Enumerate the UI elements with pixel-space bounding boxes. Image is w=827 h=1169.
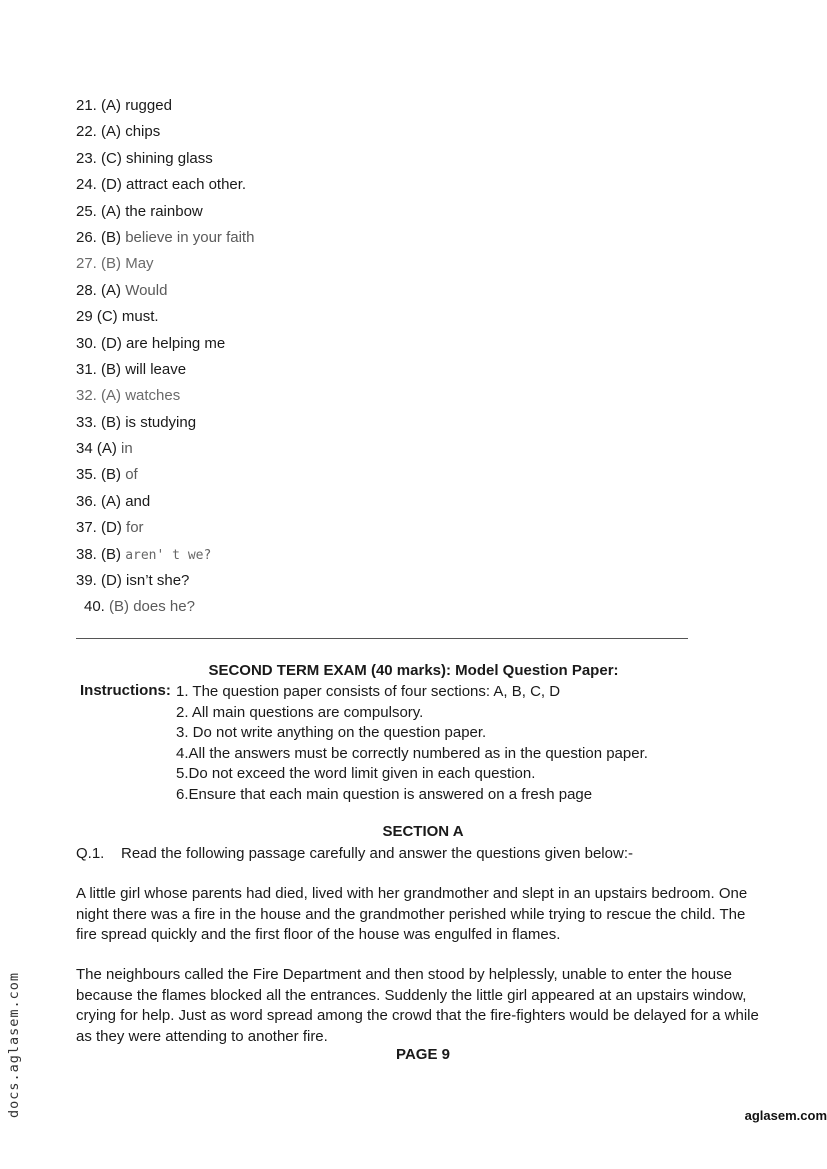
answer-item: 29 (C) must. <box>76 308 159 326</box>
instruction-item: 3. Do not write anything on the question paper. <box>176 724 487 741</box>
answer-item: 30. (D) are helping me <box>76 334 226 352</box>
answer-item: 23. (C) shining glass <box>76 149 213 167</box>
answer-item: 35. (B) of <box>76 466 138 484</box>
answer-item: 31. (B) will leave <box>76 360 187 378</box>
answer-item: 25. (A) the rainbow <box>76 202 203 220</box>
answer-item: 34 (A) in <box>76 440 133 458</box>
answer-item: 37. (D) for <box>76 519 144 537</box>
instruction-item: 2. All main questions are compulsory. <box>176 703 424 721</box>
exam-title: SECOND TERM EXAM (40 marks): Model Question Paper: <box>208 662 619 679</box>
answer-item: 27. (B) May <box>76 255 154 273</box>
brand-footer: aglasem.com <box>744 1108 827 1123</box>
instruction-item: 1. The question paper consists of four sections: A, B, C, D <box>176 683 561 700</box>
section-divider <box>76 638 688 639</box>
instruction-item: 6.Ensure that each main question is answered on a fresh page <box>176 785 593 803</box>
answer-item: 28. (A) Would <box>76 281 168 299</box>
answer-key-list <box>76 96 254 624</box>
question-prompt <box>76 845 633 862</box>
question-number: Q.1. <box>76 845 105 862</box>
answer-item: 33. (B) is studying <box>76 413 197 431</box>
passage-paragraph: The neighbours called the Fire Department and then stood by helplessly, unable to enter the house because the flames blocked all the entrances. Suddenly the little girl appeared at an upstairs window, crying for help. Just as word spread among the crowd that the fire-fighters would be delayed for a while as they were attending to another fire. <box>76 966 759 1045</box>
answer-item: 26. (B) believe in your faith <box>76 228 255 246</box>
answer-item: 21. (A) rugged <box>76 97 172 114</box>
passage-paragraph: A little girl whose parents had died, lived with her grandmother and slept in an upstairs bedroom. One night there was a fire in the house and the grandmother perished while trying to rescue the child. The fire spread quickly and the first floor of the house was engulfed in flames. <box>76 885 748 943</box>
page-number: PAGE 9 <box>396 1046 450 1063</box>
answer-item: 40. (B) does he? <box>84 598 195 616</box>
instructions-list <box>176 682 648 805</box>
instructions-label: Instructions: <box>80 682 171 699</box>
side-watermark: docs.aglasem.com <box>6 971 22 1118</box>
answer-item: 38. (B) aren' t we? <box>76 545 212 563</box>
instruction-item: 5.Do not exceed the word limit given in each question. <box>176 765 536 782</box>
answer-item: 24. (D) attract each other. <box>76 176 247 194</box>
answer-item: 36. (A) and <box>76 492 151 510</box>
instruction-item: 4.All the answers must be correctly numbered as in the question paper. <box>176 744 648 762</box>
answer-item: 22. (A) chips <box>76 123 161 141</box>
answer-item: 39. (D) isn’t she? <box>76 572 190 590</box>
answer-item: 32. (A) watches <box>76 387 181 405</box>
section-heading: SECTION A <box>382 823 464 840</box>
question-text: Read the following passage carefully and answer the questions given below:- <box>121 845 633 862</box>
